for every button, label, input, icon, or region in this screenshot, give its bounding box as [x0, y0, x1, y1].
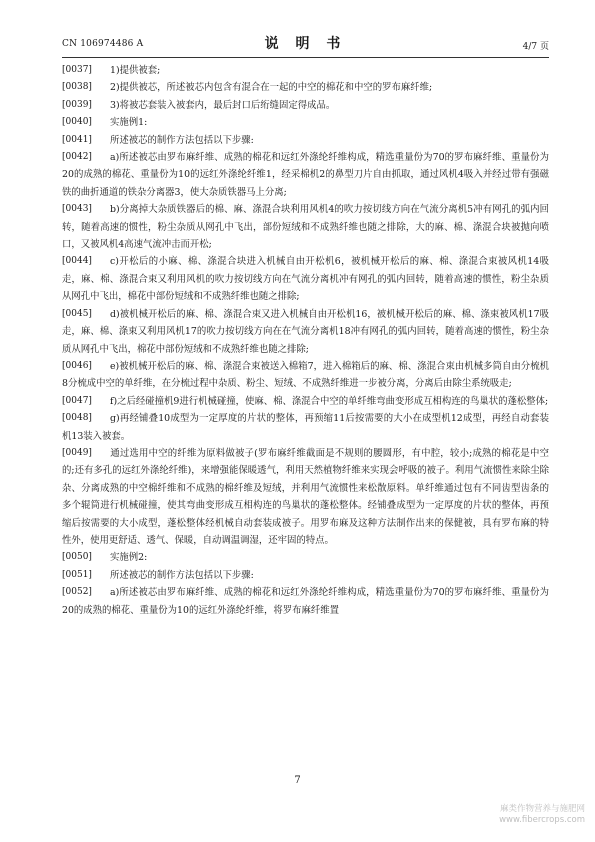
paragraph-number: [0051] [62, 569, 92, 580]
paragraph-text: a)所述被芯由罗布麻纤维、成熟的棉花和远红外涤纶纤维构成，精选重量份为70的罗布麻纤维、重量份为20的成熟的棉花、重量份为10的远红外涤纶纤维，将罗布麻纤维置 [62, 587, 549, 616]
paragraph-text: f)之后经碰撞机9进行机械碰撞，使麻、棉、涤混合中空的单纤维弯曲变形成互相构连的鸟巢状的蓬松整体; [110, 395, 549, 407]
paragraph-text: 实施例2: [110, 552, 148, 564]
watermark-site-name: 麻类作物营养与施肥网 [499, 804, 585, 814]
paragraph [62, 445, 549, 549]
paragraph [62, 410, 549, 445]
paragraph-text: g)再经铺叠10成型为一定厚度的片状的整体，再预缩11后按需要的大小在成型机12成型，再经自动套装机13装入被套。 [62, 413, 549, 442]
paragraph-number: [0046] [62, 360, 92, 371]
paragraph [62, 114, 549, 131]
paragraph [62, 62, 549, 79]
paragraph-text: d)被机械开松后的麻、棉、涤混合束又进入机械自由开松机16，被机械开松后的麻、棉、涤束被风机17吸走，麻、棉、涤束又利用风机17的吹力按切线方向在在气流分离机18冲有网孔的弧内回转，随着高速的惯性，粉尘杂质从网孔中飞出，棉花中部份短绒和不成熟纤维也随之排除; [62, 308, 549, 355]
paragraph [62, 393, 549, 410]
site-watermark [499, 804, 585, 826]
paragraph-number: [0039] [62, 99, 92, 110]
watermark-url: www.fibercrops.com [499, 815, 585, 825]
paragraph-text: 2)提供被芯，所述被芯内包含有混合在一起的中空的棉花和中空的罗布麻纤维; [110, 82, 433, 94]
paragraph-text: c)开松后的小麻、棉、涤混合块进入机械自由开松机6，被机械开松后的麻、棉、涤混合束被风机14吸走，麻、棉、涤混合束又利用风机的吹力按切线方向在气流分离机冲有网孔的弧内回转，随着高速的惯性，粉尘杂质从网孔中飞出，棉花中部份短绒和不成熟纤维也随之排除; [62, 256, 549, 303]
paragraph-text: a)所述被芯由罗布麻纤维、成熟的棉花和远红外涤纶纤维构成，精选重量份为70的罗布麻纤维、重量份为20的成熟的棉花、重量份为10的远红外涤纶纤维1，经采棉机2的鼻型刀片自由抓取，通过风机4吸入并经过带有强磁铁的曲折通道的铁杂分离器3，使大杂质铁器马上分离; [62, 152, 549, 198]
paragraph [62, 358, 549, 393]
header-divider [62, 57, 549, 58]
paragraph [62, 79, 549, 96]
paragraph-number: [0049] [62, 447, 92, 458]
paragraph-text: 通过选用中空的纤维为原料做被子(罗布麻纤维截面是不规则的腰圆形，有中腔，较小;成熟的棉花是中空的;还有多孔的远红外涤纶纤维)，来增强能保暖透气，利用天然植物纤维来实现会呼吸的被子。利用气流惯性来除尘除杂、分离成熟的中空棉纤维和不成熟的棉纤维及短绒，并利用气流惯性来松散原料。单纤维通过包有不同齿型齿条的多个辊筒进行机械碰撞，使其弯曲变形成互相构连的鸟巢状的蓬松整体。经铺叠成型为一定厚度的片状的整体，再预缩后按需要的大小成型，蓬松整体经机械自动套装成被子。用罗布麻及这种方法制作出来的保健被，具有罗布麻的特性外，使用更舒适、透气、保暖，自动调温调湿，还牢固的特点。 [62, 447, 549, 546]
paragraph-number: [0047] [62, 395, 92, 406]
paragraph-number: [0037] [62, 65, 92, 75]
paragraph-text: e)被机械开松后的麻、棉、涤混合束被送入棉箱7，进入棉箱后的麻、棉、涤混合束由机械多筒自由分梳机8分梳成中空的单纤维，在分梳过程中杂质、粉尘、短绒、不成熟纤维进一步被分离，分离后由除尘系统吸走; [62, 360, 549, 390]
paragraph-number: [0052] [62, 587, 92, 598]
page-indicator: 4/7 页 [522, 42, 549, 52]
paragraph-number: [0044] [62, 256, 92, 267]
patent-number: CN 106974486 A [62, 39, 144, 49]
paragraph-number: [0050] [62, 552, 92, 563]
page-header [62, 33, 549, 53]
page-number: 7 [294, 775, 301, 786]
paragraph [62, 306, 549, 358]
paragraph [62, 149, 549, 201]
paragraph-number: [0038] [62, 82, 92, 93]
paragraph [62, 567, 549, 584]
paragraph [62, 201, 549, 253]
paragraph [62, 549, 549, 566]
paragraph-text: 3)将被芯套装入被套内，最后封口后绗缝固定得成品。 [110, 99, 336, 111]
paragraph [62, 97, 549, 114]
paragraph-text: 1)提供被套; [110, 65, 161, 76]
paragraph-number: [0043] [62, 204, 92, 215]
paragraph [62, 132, 549, 149]
paragraph-text: 实施例1: [110, 117, 148, 129]
paragraph-text: b)分离掉大杂质铁器后的棉、麻、涤混合块利用风机4的吹力按切线方向在气流分离机5冲有网孔的弧内回转，随着高速的惯性，粉尘杂质从网孔中飞出，部份短绒和不成熟纤维也随之排除，大的麻、棉、涤混合块被抛向喷口，又被风机4高速气流冲击而开松; [62, 204, 549, 251]
paragraph-number: [0045] [62, 308, 92, 319]
paragraph-number: [0041] [62, 134, 92, 145]
paragraph-number: [0042] [62, 152, 92, 163]
paragraph-text: 所述被芯的制作方法包括以下步骤: [110, 569, 254, 581]
paragraph [62, 253, 549, 305]
document-body [62, 62, 549, 619]
paragraph-number: [0048] [62, 413, 92, 424]
document-title: 说 明 书 [264, 36, 347, 52]
paragraph-text: 所述被芯的制作方法包括以下步骤: [110, 134, 254, 146]
paragraph-number: [0040] [62, 117, 92, 128]
paragraph [62, 584, 549, 619]
